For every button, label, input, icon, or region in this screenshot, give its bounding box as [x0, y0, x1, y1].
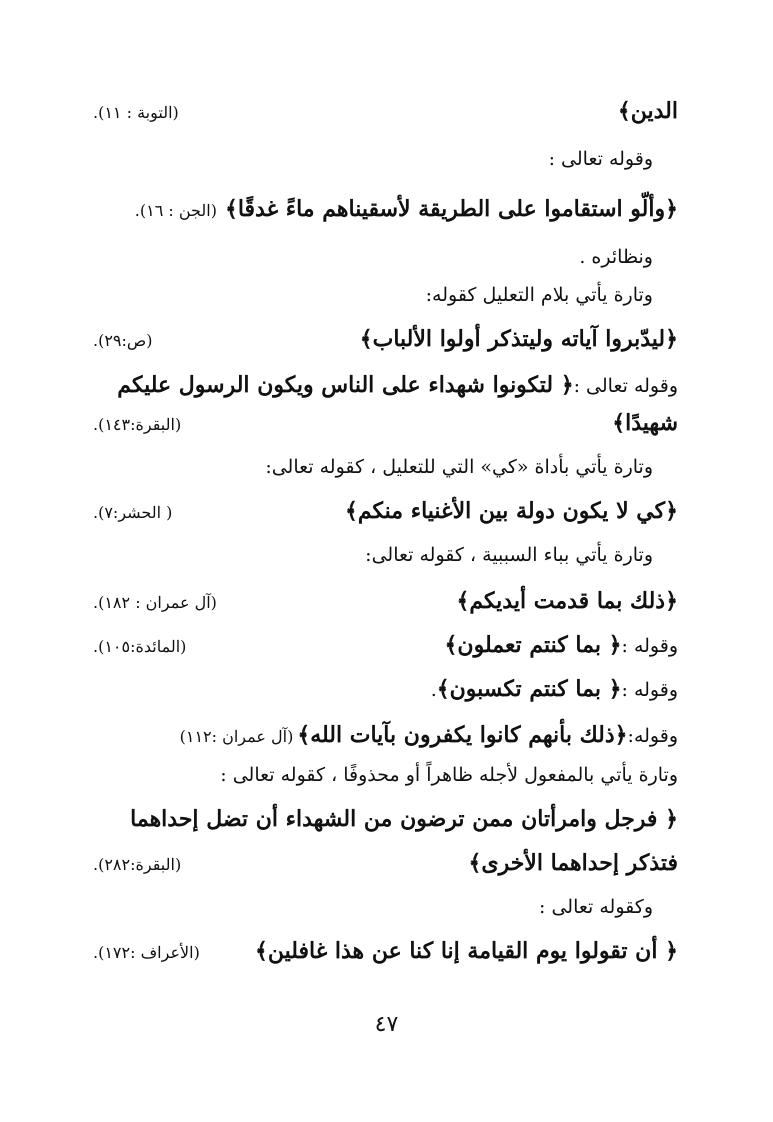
verse-reference: (ص:٢٩).	[93, 331, 153, 350]
text-line-10	[93, 498, 678, 524]
verse-reference: ( الحشر:٧).	[93, 503, 173, 522]
text-line-13	[93, 632, 678, 658]
text-line-3	[93, 196, 678, 222]
verse-text: ﴿ بما كنتم تكسبون﴾	[436, 676, 622, 702]
body-text: وقوله تعالى :	[573, 375, 678, 397]
body-text: وقوله:	[627, 725, 678, 747]
body-text: وقوله :	[621, 635, 678, 657]
text-line-8	[93, 410, 678, 436]
body-text: وتارة يأتي بلام التعليل كقوله:	[425, 284, 653, 306]
body-text: وتارة يأتي بالمفعول لأجله ظاهراً أو محذوفًا ، كقوله تعالى :	[220, 764, 678, 786]
text-line-19	[93, 896, 653, 919]
verse-reference: (البقرة:١٤٣).	[93, 415, 182, 434]
text-line-1	[93, 98, 678, 124]
text-line-5	[93, 284, 653, 307]
verse-text: ﴿كي لا يكون دولة بين الأغنياء منكم﴾	[344, 498, 678, 524]
verse-text: ﴿ذلك بأنهم كانوا يكفرون بآيات الله﴾	[297, 722, 628, 748]
text-line-7	[93, 372, 678, 398]
text-line-4	[93, 246, 653, 269]
verse-text: ﴿وألّو استقاموا على الطريقة لأسقيناهم ماءً غدقًا﴾	[224, 196, 678, 222]
text-line-14	[93, 676, 678, 702]
text-line-17	[93, 806, 678, 832]
verse-text: ﴿ فرجل وامرأتان ممن ترضون من الشهداء أن تضل إحداهما	[130, 806, 678, 832]
body-text: وقوله :	[621, 679, 678, 701]
body-text: وتارة يأتي بأداة «كي» التي للتعليل ، كقوله تعالى:	[265, 456, 653, 478]
text-line-11	[93, 544, 653, 567]
body-text: وكقوله تعالى :	[539, 896, 653, 918]
text-line-12	[93, 588, 678, 614]
body-text: وقوله تعالى :	[548, 148, 653, 170]
verse-text: ﴿ لتكونوا شهداء على الناس ويكون الرسول عليكم	[117, 372, 574, 398]
verse-reference: (آل عمران : ١٨٢).	[93, 593, 217, 612]
text-line-2	[93, 148, 653, 171]
text-line-9	[93, 456, 653, 479]
verse-reference: (الأعراف :١٧٢).	[93, 943, 200, 962]
verse-text: ﴿ليدّبروا آياته وليتذكر أولوا الألباب﴾	[359, 326, 678, 352]
text-line-20	[93, 938, 678, 964]
verse-reference: (الجن : ١٦).	[134, 201, 217, 220]
verse-reference: (البقرة:٢٨٢).	[93, 855, 182, 874]
body-text-tail: .	[430, 679, 437, 701]
verse-text: ﴿ذلك بما قدمت أيديكم﴾	[456, 588, 678, 614]
page-number: ٤٧	[374, 1012, 399, 1037]
text-line-16	[93, 764, 678, 787]
verse-reference: (التوبة : ١١).	[93, 103, 179, 122]
text-line-18	[93, 850, 678, 876]
verse-reference: (آل عمران :١١٢)	[179, 727, 294, 746]
text-line-15	[93, 722, 678, 748]
verse-text: ﴿ أن تقولوا يوم القيامة إنا كنا عن هذا غافلين﴾	[254, 938, 678, 964]
body-text: ونظائره .	[579, 246, 653, 268]
verse-text: فتذكر إحداهما الأخرى﴾	[468, 850, 678, 876]
verse-text: شهيدًا﴾	[612, 410, 678, 436]
verse-reference: (المائدة:١٠٥).	[93, 637, 187, 656]
text-line-6	[93, 326, 678, 352]
body-text: وتارة يأتي بباء السببية ، كقوله تعالى:	[365, 544, 653, 566]
verse-text: الدين﴾	[617, 98, 678, 124]
verse-text: ﴿ بما كنتم تعملون﴾	[444, 632, 622, 658]
